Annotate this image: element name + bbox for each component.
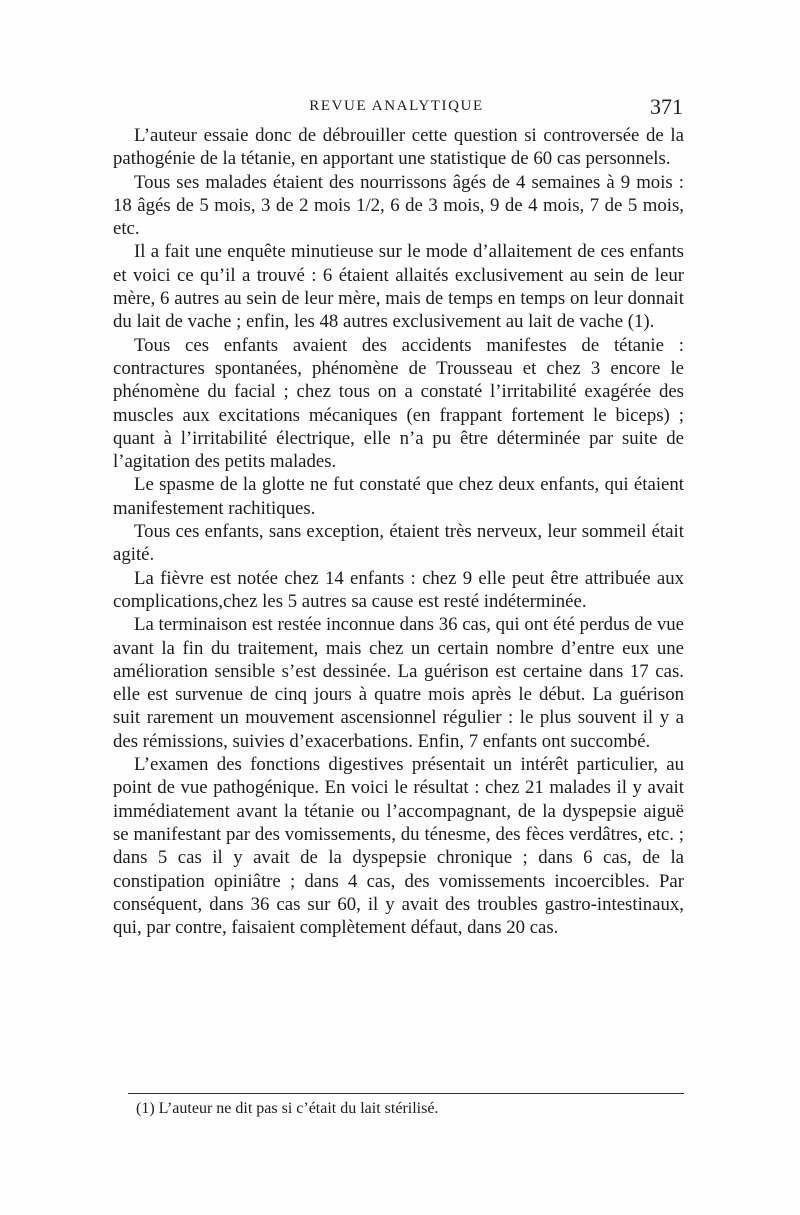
running-title: REVUE ANALYTIQUE: [309, 98, 484, 114]
paragraph-fever: La fièvre est notée chez 14 enfants : chez 9 elle peut être attribuée aux complications,chez les 5 autres sa cause est resté indéterminée.: [113, 567, 684, 612]
paragraph-outcome: La terminaison est restée inconnue dans 36 cas, qui ont été perdus de vue avant la fin du traitement, mais chez un certain nombre d’entre eux une amélioration sensible s’est dessinée. La guérison est certaine dans 17 cas. elle est survenue de cinq jours à quatre mois après le début. La guérison suit rarement un mouvement ascensionnel régulier : le plus souvent il y a des rémissions, suivies d’exacerbations. Enfin, 7 enfants ont succombé.: [113, 614, 684, 752]
paragraph-glottis-spasm: Le spasme de la glotte ne fut constaté que chez deux enfants, qui étaient manifestement rachitiques.: [113, 474, 684, 519]
running-head: [110, 96, 683, 120]
paragraph-digestive: L’examen des fonctions digestives présentait un intérêt particulier, au point de vue pathogénique. En voici le résultat : chez 21 malades il y avait immédiatement avant la tétanie ou l’accompagnant, de la dyspepsie aiguë se manifestant par des vomissements, du ténesme, des fèces verdâtres, etc. ; dans 5 cas il y avait de la dyspepsie chronique ; dans 6 cas, de la constipation opiniâtre ; dans 4 cas, des vomissements incoercibles. Par conséquent, dans 36 cas sur 60, il y avait des troubles gastro-intestinaux, qui, par contre, faisaient complètement défaut, dans 20 cas.: [113, 754, 684, 939]
paragraph-nervousness: Tous ces enfants, sans exception, étaient très nerveux, leur sommeil était agité.: [113, 521, 684, 566]
paragraph-method: L’auteur essaie donc de débrouiller cette question si controversée de la pathogénie de la tétanie, en apportant une statistique de 60 cas personnels.: [113, 125, 684, 170]
paragraph-symptoms: Tous ces enfants avaient des accidents manifestes de tétanie : contractures spontanées, phénomène de Trousseau et chez 3 encore le phénomène du facial ; chez tous on a constaté l’irritabilité exagérée des muscles aux excitations mécaniques (en frappant fortement le biceps) ; quant à l’irritabilité électrique, elle n’a pu être déterminée par suite de l’agitation des petits malades.: [113, 334, 684, 473]
paragraph-ages: Tous ses malades étaient des nourrissons âgés de 4 semaines à 9 mois : 18 âgés de 5 mois, 3 de 2 mois 1/2, 6 de 3 mois, 9 de 4 mois, 7 de 5 mois, etc.: [113, 171, 684, 240]
footnote-divider: [128, 1093, 684, 1094]
footnote: (1) L’auteur ne dit pas si c’était du lait stérilisé.: [136, 1100, 439, 1117]
paragraph-feeding: Il a fait une enquête minutieuse sur le mode d’allaitement de ces enfants et voici ce qu’il a trouvé : 6 étaient allaités exclusivement au sein de leur mère, 6 autres au sein de leur mère, mais de temps en temps on leur donnait du lait de vache ; enfin, les 48 autres exclusivement au lait de vache (1).: [113, 241, 684, 333]
body-text: [113, 124, 684, 939]
page-number: 371: [650, 94, 683, 119]
